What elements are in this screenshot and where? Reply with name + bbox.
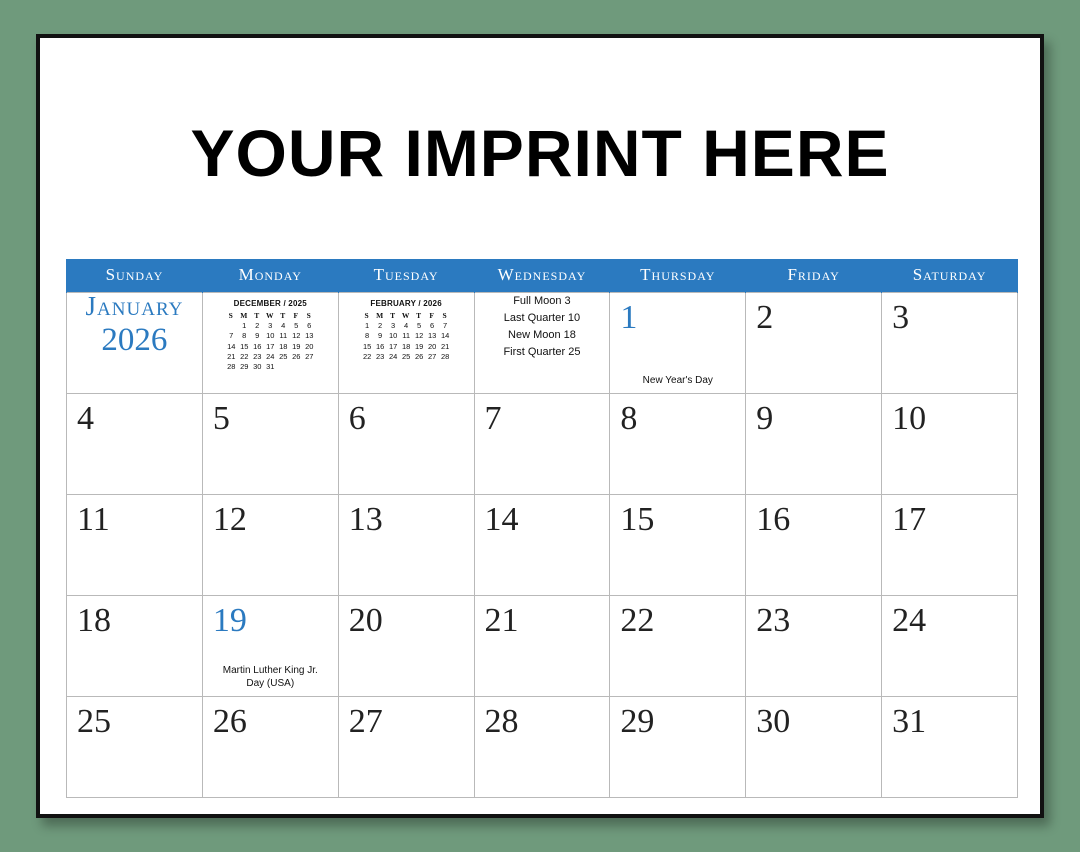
day-cell-23[interactable] (746, 596, 882, 697)
day-number: 9 (756, 400, 774, 437)
day-cell-4[interactable] (67, 394, 203, 495)
mini-day: 6 (430, 320, 435, 330)
day-cell-17[interactable] (882, 495, 1018, 596)
day-cell-26[interactable] (202, 697, 338, 798)
mini-day: 14 (440, 331, 450, 341)
day-number: 1 (620, 299, 638, 336)
mini-day: 26 (414, 352, 424, 361)
mini-day: 23 (253, 352, 262, 361)
mini-dow: W (401, 310, 411, 320)
mini-day: 31 (266, 362, 275, 372)
mini-day: 19 (414, 341, 424, 351)
day-cell-14[interactable] (474, 495, 610, 596)
mini-dow: S (228, 310, 234, 320)
mini-day: 29 (240, 362, 249, 372)
day-number: 2 (756, 299, 774, 336)
mini-dow: F (293, 310, 300, 320)
day-cell-3[interactable] (882, 293, 1018, 394)
mini-day: 16 (253, 341, 262, 351)
day-number: 4 (77, 400, 94, 437)
mini-day: 11 (402, 331, 410, 341)
day-cell-13[interactable] (338, 495, 474, 596)
mini-day: 24 (388, 352, 398, 361)
weekday-header-row (67, 259, 1018, 293)
day-cell-27[interactable] (338, 697, 474, 798)
moon-phase-entry: First Quarter 25 (503, 346, 581, 359)
day-number: 11 (77, 501, 110, 538)
moon-phase-entry: Full Moon 3 (513, 295, 571, 307)
day-cell-29[interactable] (610, 697, 746, 798)
mini-day: 5 (294, 320, 299, 330)
mini-dow: S (364, 310, 370, 320)
day-number: 28 (484, 703, 519, 740)
calendar-body (67, 293, 1018, 798)
day-cell-30[interactable] (746, 697, 882, 798)
day-number: 22 (620, 602, 655, 639)
calendar-week-row (67, 596, 1018, 697)
mini-day: 13 (305, 331, 314, 341)
mini-day (290, 362, 303, 372)
weekday-header-friday: Friday (746, 259, 882, 293)
day-cell-16[interactable] (746, 495, 882, 596)
day-number: 18 (77, 602, 111, 639)
day-cell-19[interactable] (202, 596, 338, 697)
day-number: 29 (620, 703, 655, 740)
mini-day: 17 (388, 341, 398, 351)
mini-day: 7 (229, 331, 234, 341)
day-number: 14 (484, 501, 519, 538)
weekday-header-monday: Monday (202, 259, 338, 293)
mini-day: 25 (279, 352, 288, 361)
mini-dow: F (429, 310, 435, 320)
day-cell-24[interactable] (882, 596, 1018, 697)
mini-day: 21 (440, 341, 450, 351)
page-title: YOUR IMPRINT HERE (190, 116, 890, 190)
mini-day: 23 (375, 352, 385, 361)
calendar-grid (66, 259, 1018, 798)
moon-phases-cell (474, 293, 610, 394)
mini-day: 24 (266, 352, 275, 361)
day-cell-9[interactable] (746, 394, 882, 495)
mini-day: 16 (375, 341, 385, 351)
day-cell-6[interactable] (338, 394, 474, 495)
day-cell-11[interactable] (67, 495, 203, 596)
day-number: 31 (892, 703, 927, 740)
mini-day: 15 (362, 341, 372, 351)
mini-day: 17 (266, 341, 275, 351)
day-cell-20[interactable] (338, 596, 474, 697)
day-number: 3 (892, 299, 910, 336)
mini-day: 26 (292, 352, 301, 361)
day-cell-5[interactable] (202, 394, 338, 495)
mini-calendar-next (339, 293, 474, 362)
day-number: 10 (892, 400, 927, 437)
weekday-header-thursday: Thursday (610, 259, 746, 293)
mini-day: 10 (388, 331, 398, 341)
day-cell-31[interactable] (882, 697, 1018, 798)
mini-day: 12 (292, 331, 301, 341)
day-number: 13 (348, 501, 383, 538)
day-cell-18[interactable] (67, 596, 203, 697)
mini-day (277, 362, 290, 372)
day-number: 24 (892, 602, 927, 639)
mini-dow: T (416, 310, 423, 320)
mini-day: 8 (242, 331, 247, 341)
day-cell-1[interactable] (610, 293, 746, 394)
weekday-header-tuesday: Tuesday (338, 259, 474, 293)
mini-day: 4 (281, 320, 286, 330)
mini-day: 3 (391, 320, 396, 330)
mini-day: 21 (227, 352, 236, 361)
day-number: 25 (77, 703, 111, 740)
mini-day: 2 (378, 320, 383, 330)
mini-day: 27 (427, 352, 437, 361)
mini-day: 18 (279, 341, 288, 351)
calendar-week-row (67, 697, 1018, 798)
day-number: 12 (212, 501, 247, 538)
day-cell-21[interactable] (474, 596, 610, 697)
mini-day: 3 (268, 320, 273, 330)
moon-phase-entry: Last Quarter 10 (503, 312, 581, 325)
mini-day: 28 (227, 362, 236, 372)
mini-day: 8 (365, 331, 370, 341)
day-number: 21 (484, 602, 519, 639)
day-number: 19 (212, 602, 247, 639)
day-number: 15 (620, 501, 655, 538)
calendar-page (36, 34, 1044, 818)
mini-calendar-cell-next (338, 293, 474, 394)
mini-day: 9 (378, 331, 383, 341)
day-number: 17 (892, 501, 927, 538)
mini-dow: T (280, 310, 287, 320)
weekday-header-saturday: Saturday (882, 259, 1018, 293)
mini-day: 12 (414, 331, 424, 341)
day-number: 5 (212, 400, 230, 437)
mini-day: 10 (266, 331, 275, 341)
day-number: 8 (620, 400, 638, 437)
day-cell-12[interactable] (202, 495, 338, 596)
day-cell-22[interactable] (610, 596, 746, 697)
mini-day: 7 (443, 320, 448, 330)
mini-day (303, 362, 316, 372)
mini-dow: W (266, 310, 275, 320)
day-number: 7 (484, 400, 502, 437)
mini-day: 19 (292, 341, 301, 351)
day-number: 23 (756, 602, 791, 639)
day-note: New Year's Day (642, 374, 713, 386)
mini-day: 27 (305, 352, 314, 361)
day-number: 30 (756, 703, 791, 740)
mini-day: 5 (417, 320, 422, 330)
mini-day: 11 (279, 331, 288, 341)
mini-day: 20 (427, 341, 437, 351)
day-cell-25[interactable] (67, 697, 203, 798)
month-year: 2026 (101, 322, 168, 358)
mini-dow: T (390, 310, 397, 320)
month-title-cell (67, 293, 203, 394)
calendar-week-row (67, 495, 1018, 596)
calendar-week-row (67, 293, 1018, 394)
mini-dow: S (306, 310, 312, 320)
mini-calendar-prev (203, 293, 338, 372)
mini-day: 2 (255, 320, 260, 330)
day-cell-28[interactable] (474, 697, 610, 798)
weekday-header-sunday: Sunday (67, 259, 203, 293)
mini-day: 13 (427, 331, 437, 341)
day-number: 16 (756, 501, 791, 538)
weekday-header-wednesday: Wednesday (474, 259, 610, 293)
day-cell-7[interactable] (474, 394, 610, 495)
day-number: 6 (348, 400, 366, 437)
day-note: Martin Luther King Jr. Day (USA) (222, 665, 318, 689)
mini-day: 22 (362, 352, 372, 361)
mini-calendar-cell-prev (202, 293, 338, 394)
day-number: 26 (212, 703, 247, 740)
day-cell-10[interactable] (882, 394, 1018, 495)
mini-day: 30 (253, 362, 262, 372)
mini-day: 25 (401, 352, 411, 361)
mini-calendar-title: FEBRUARY / 2026 (370, 299, 442, 308)
mini-dow: T (254, 310, 261, 320)
day-number: 20 (348, 602, 383, 639)
mini-dow: M (240, 310, 249, 320)
mini-day: 4 (404, 320, 409, 330)
mini-dow: M (376, 310, 385, 320)
mini-day: 6 (307, 320, 312, 330)
mini-day (225, 320, 238, 330)
mini-day: 14 (227, 341, 236, 351)
mini-dow: S (442, 310, 448, 320)
mini-day: 1 (242, 320, 247, 330)
day-cell-15[interactable] (610, 495, 746, 596)
mini-day: 20 (305, 341, 314, 351)
mini-day: 15 (240, 341, 249, 351)
mini-day: 18 (401, 341, 411, 351)
day-cell-8[interactable] (610, 394, 746, 495)
moon-phase-entry: New Moon 18 (508, 329, 576, 342)
mini-day: 1 (365, 320, 370, 330)
mini-day: 28 (440, 352, 450, 361)
mini-day: 9 (255, 331, 260, 341)
calendar-week-row (67, 394, 1018, 495)
mini-day: 22 (240, 352, 249, 361)
month-name: January (85, 291, 184, 321)
mini-calendar-title: DECEMBER / 2025 (233, 299, 307, 308)
day-number: 27 (348, 703, 383, 740)
day-cell-2[interactable] (746, 293, 882, 394)
